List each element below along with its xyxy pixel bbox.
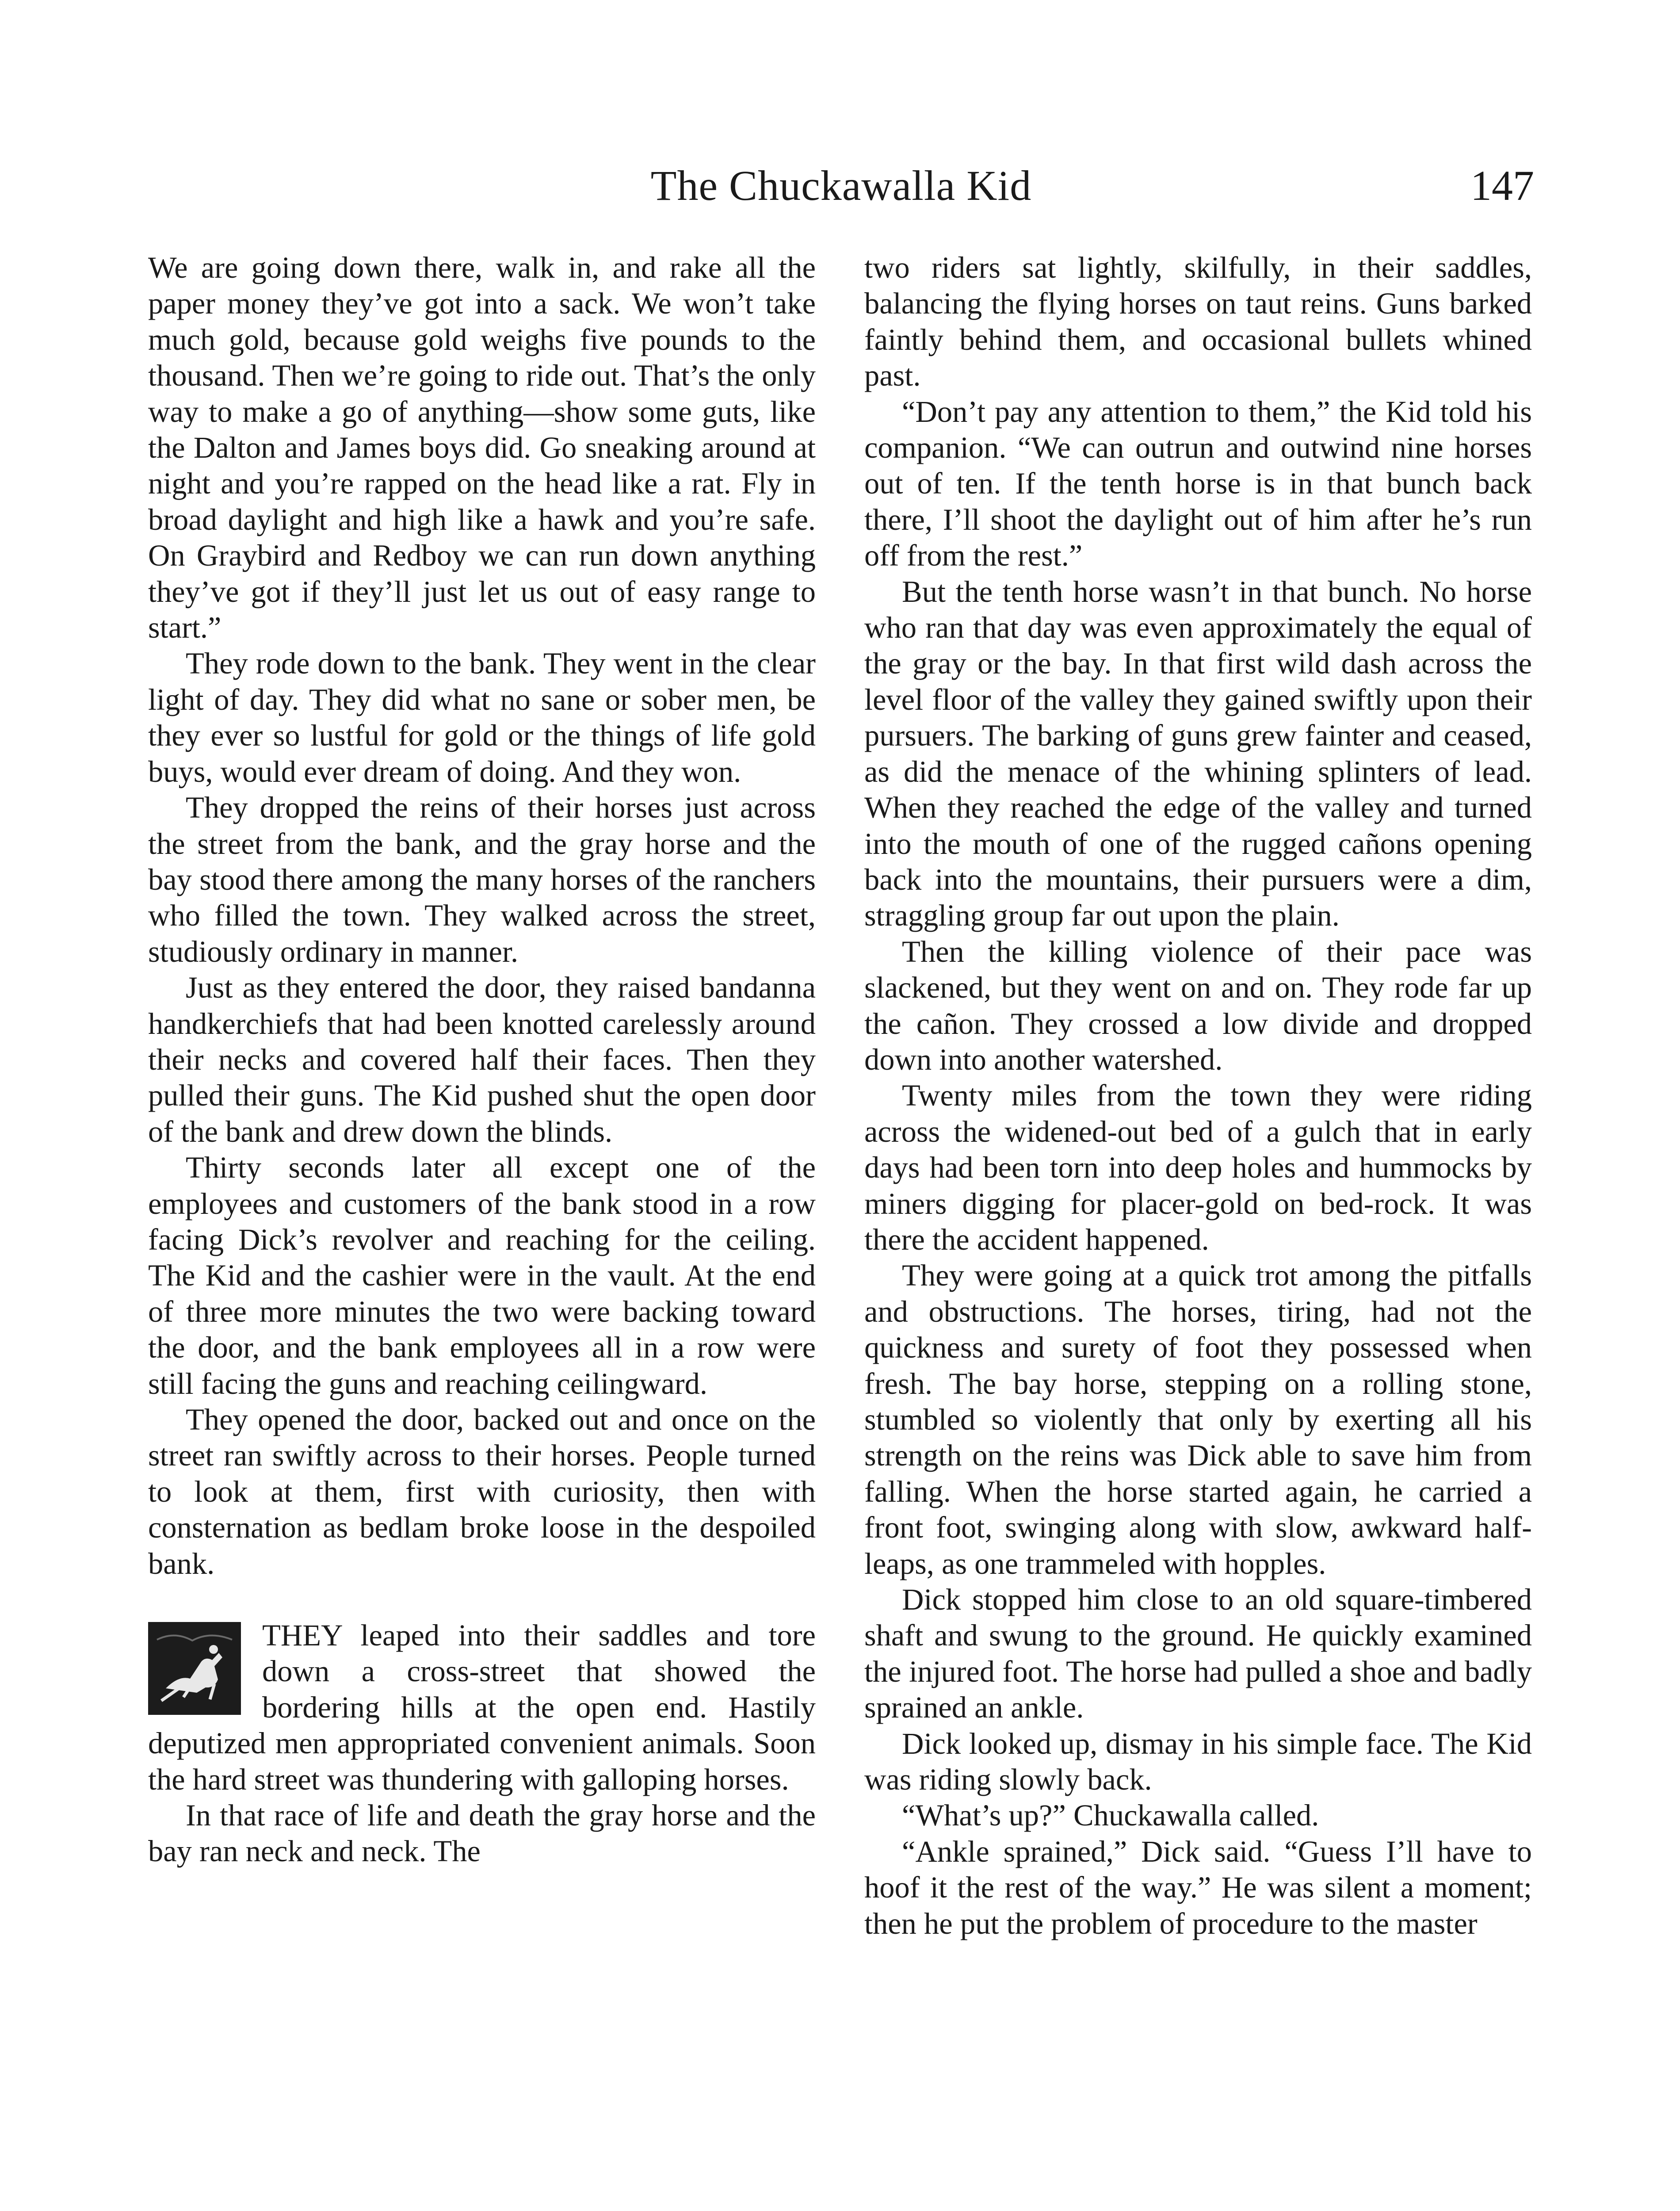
section-break <box>148 1582 816 1618</box>
paragraph: Then the killing violence of their pace was slackened, but they went on and on. They rode far up the cañon. They crossed a low divide and dropped down into another watershed. <box>864 934 1532 1076</box>
page-header <box>148 157 1534 232</box>
paragraph: Twenty miles from the town they were riding across the widened-out bed of a gulch that in early days had been torn into deep holes and hummocks by miners digging for placer-gold on bed-rock. It was there the accident happened. <box>864 1079 1532 1256</box>
paragraph: We are going down there, walk in, and rake all the paper money they’ve got into a sack. We won’t take much gold, because gold weighs five pounds to the thousand. Then we’re going to ride out. That’s the only way to make a go of anything—show some guts, like the Dalton and James boys did. Go sneaking around at night and you’re rapped on the head like a rat. Fly in broad daylight and high like a hawk and you’re safe. On Graybird and Redboy we can run down anything they’ve got if they’ll just let us out of easy range to start.” <box>148 251 816 645</box>
paragraph: They rode down to the bank. They went in the clear light of day. They did what no sane or sober men, be they ever so lustful for gold or the things of life gold buys, would ever dream of doing. And they won. <box>148 646 816 788</box>
paragraph: “Ankle sprained,” Dick said. “Guess I’ll have to hoof it the rest of the way.” He was silent a moment; then he put the problem of procedure to the master <box>864 1834 1532 1940</box>
paragraph: They dropped the reins of their horses just across the street from the bank, and the gray horse and the bay stood there among the many horses of the ranchers who filled the town. They walked across the street, studiously ordinary in manner. <box>148 791 816 968</box>
page-number: 147 <box>1470 162 1534 209</box>
paragraph: Dick looked up, dismay in his simple face. The Kid was riding slowly back. <box>864 1726 1532 1797</box>
paragraph: They were going at a quick trot among the pitfalls and obstructions. The horses, tiring, had not the quickness and surety of foot they possessed when fresh. The bay horse, stepping on a rolling stone, stumbled so violently that only by exerting all his strength on the reins was Dick able to save him from falling. When the horse started again, he carried a front foot, swinging along with slow, awkward half-leaps, as one trammeled with hopples. <box>864 1259 1532 1580</box>
paragraph: They opened the door, backed out and once on the street ran swiftly across to their horses. People turned to look at them, first with curiosity, then with consternation as bedlam broke loose in the despoiled bank. <box>148 1403 816 1580</box>
paragraph: Dick stopped him close to an old square-timbered shaft and swung to the ground. He quickly examined the injured foot. The horse had pulled a shoe and badly sprained an ankle. <box>864 1583 1532 1725</box>
right-column <box>864 250 1532 2211</box>
paragraph: two riders sat lightly, skilfully, in their saddles, balancing the flying horses on taut reins. Guns barked faintly behind them, and occasional bullets whined past. <box>864 251 1532 393</box>
paragraph: In that race of life and death the gray horse and the bay ran neck and neck. The <box>148 1798 816 1868</box>
decorative-initial-icon <box>148 1622 241 1715</box>
running-title: The Chuckawalla Kid <box>650 162 1032 209</box>
paragraph: But the tenth horse wasn’t in that bunch. No horse who ran that day was even approximately the equal of the gray or the bay. In that first wild dash across the level floor of the valley they gained swiftly upon their pursuers. The barking of guns grew fainter and ceased, as did the menace of the whining splinters of lead. When they reached the edge of the valley and turned into the mouth of one of the rugged cañons opening back into the mountains, their pursuers were a dim, straggling group far out upon the plain. <box>864 574 1532 933</box>
paragraph: Just as they entered the door, they raised bandanna handkerchiefs that had been knotted carelessly around their necks and covered half their faces. Then they pulled their guns. The Kid pushed shut the open door of the bank and drew down the blinds. <box>148 971 816 1148</box>
left-column <box>148 250 816 2211</box>
paragraph: “What’s up?” Chuckawalla called. <box>902 1798 1319 1832</box>
section-paragraph: THEY leaped into their saddles and tore down a cross-street that showed the bordering hills at the open end. Hastily deputized men appropriated convenient animals. Soon the hard street was thundering with galloping horses. <box>148 1618 816 1796</box>
paragraph: “Don’t pay any attention to them,” the Kid told his companion. “We can outrun and outwind nine horses out of ten. If the tenth horse is in that bunch back there, I’ll shoot the daylight out of him after he’s run off from the rest.” <box>864 394 1532 573</box>
paragraph: Thirty seconds later all except one of the employees and customers of the bank stood in a row facing Dick’s revolver and reaching for the ceiling. The Kid and the cashier were in the vault. At the end of three more minutes the two were backing toward the door, and the bank employees all in a row were still facing the guns and reaching ceilingward. <box>148 1151 816 1400</box>
